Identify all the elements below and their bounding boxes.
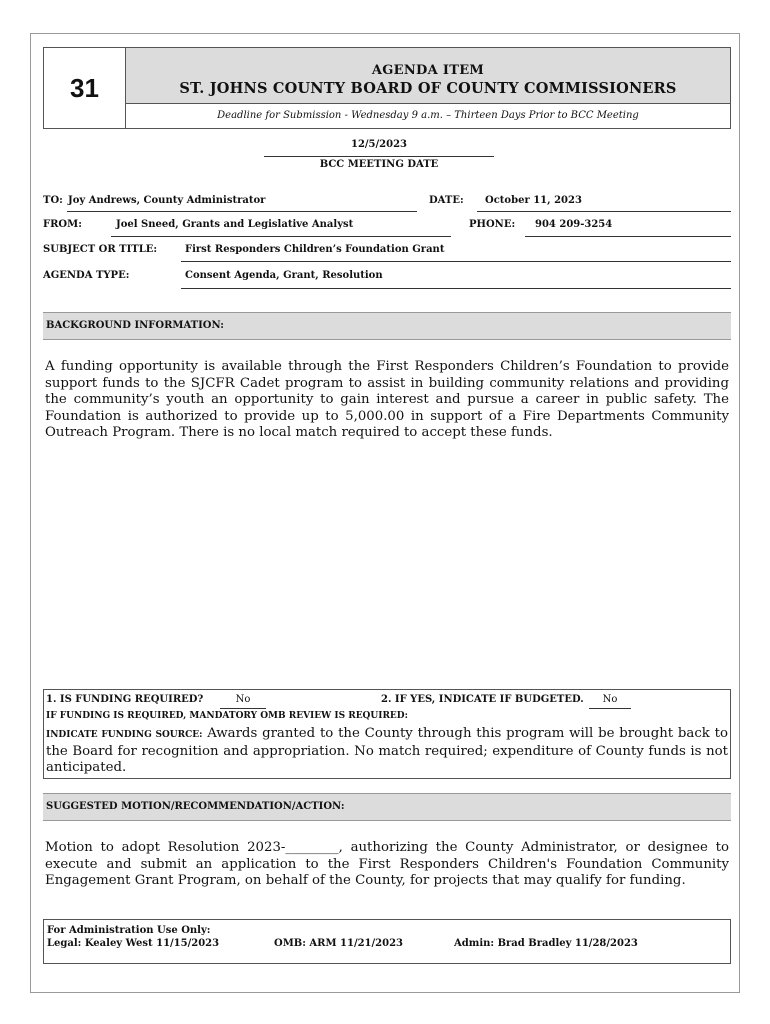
agenda-type-line	[181, 288, 731, 289]
date-value: October 11, 2023	[485, 195, 582, 206]
omb-review-note: IF FUNDING IS REQUIRED, MANDATORY OMB REVIEW IS REQUIRED:	[46, 711, 408, 721]
date-label: DATE:	[429, 195, 464, 206]
header-title-line2: ST. JOHNS COUNTY BOARD OF COUNTY COMMISSIONERS	[179, 80, 677, 97]
funding-required-label: 1. IS FUNDING REQUIRED?	[46, 694, 204, 705]
admin-use-heading: For Administration Use Only:	[47, 925, 211, 936]
background-heading: BACKGROUND INFORMATION:	[43, 312, 731, 340]
agenda-type-value: Consent Agenda, Grant, Resolution	[185, 270, 383, 281]
submission-deadline: Deadline for Submission - Wednesday 9 a.m. – Thirteen Days Prior to BCC Meeting	[217, 110, 639, 121]
agenda-item-number: 31	[44, 48, 126, 128]
from-label: FROM:	[43, 219, 82, 230]
budgeted-label: 2. IF YES, INDICATE IF BUDGETED.	[381, 694, 584, 705]
from-value: Joel Sneed, Grants and Legislative Analyst	[116, 219, 354, 230]
omb-signoff: OMB: ARM 11/21/2023	[274, 938, 403, 949]
admin-use-box	[43, 919, 731, 964]
funding-source-label: INDICATE FUNDING SOURCE:	[46, 730, 203, 740]
header-title-line1: AGENDA ITEM	[371, 63, 485, 78]
funding-required-line	[220, 708, 266, 709]
admin-signoffs	[47, 937, 727, 950]
from-line	[111, 236, 451, 237]
bcc-meeting-date-value: 12/5/2023	[350, 139, 407, 150]
motion-text: Motion to adopt Resolution 2023-________, authorizing the County Administrator, or designee to execute and submit an application to the First Responders Children's Foundation Community Engagement Grant Program, on behalf of the County, for projects that may qualify for funding.	[45, 840, 729, 888]
funding-required-value: No	[235, 694, 251, 705]
subject-label: SUBJECT OR TITLE:	[43, 244, 158, 255]
meeting-date-line	[264, 156, 494, 157]
to-label: TO:	[43, 195, 63, 206]
agenda-page	[30, 33, 740, 993]
phone-label: PHONE:	[469, 219, 516, 230]
date-line	[477, 211, 731, 212]
to-value: Joy Andrews, County Administrator	[68, 195, 266, 206]
background-text: A funding opportunity is available through the First Responders Children’s Foundation to provide support funds to the SJCFR Cadet program to assist in building community relations and providing the community’s youth an opportunity to gain interest and pursue a career in public safety. The Foundation is authorized to provide up to 5,000.00 in support of a Fire Departments Community Outreach Program. There is no local match required to accept these funds.	[45, 359, 729, 440]
header-title	[126, 48, 730, 104]
agenda-type-label: AGENDA TYPE:	[43, 270, 130, 281]
bcc-meeting-date-label: BCC MEETING DATE	[319, 159, 439, 170]
subject-value: First Responders Children’s Foundation Grant	[185, 244, 445, 255]
funding-box	[43, 689, 731, 779]
phone-line	[525, 236, 731, 237]
phone-value: 904 209-3254	[535, 219, 613, 230]
admin-signoff: Admin: Brad Bradley 11/28/2023	[454, 938, 638, 949]
funding-source-text: Awards granted to the County through this program will be brought back to the Board for recognition and appropriation. No match required; expenditure of County funds is not anticipated.	[46, 726, 728, 775]
budgeted-value: No	[602, 694, 618, 705]
legal-signoff: Legal: Kealey West 11/15/2023	[47, 938, 220, 949]
subject-line	[181, 261, 731, 262]
to-line	[67, 211, 417, 212]
budgeted-line	[589, 708, 631, 709]
motion-heading: SUGGESTED MOTION/RECOMMENDATION/ACTION:	[43, 793, 731, 821]
agenda-header	[43, 47, 731, 129]
funding-source	[46, 726, 728, 777]
